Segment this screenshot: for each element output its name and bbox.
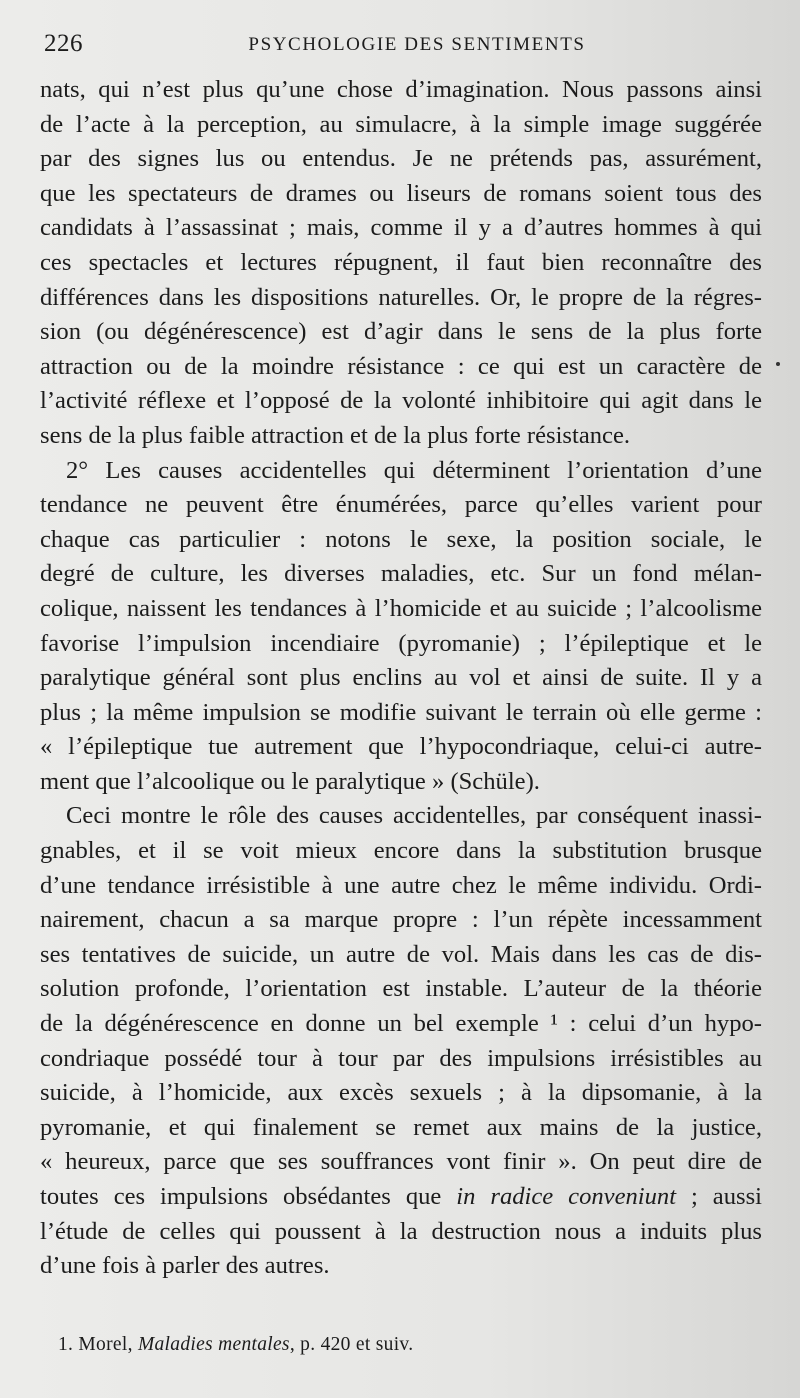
text-line: Ceci montre le rôle des causes accidentelles, par conséquent inassi-	[66, 802, 762, 830]
footnote-rest: , p. 420 et suiv.	[289, 1334, 414, 1355]
footnote-author: Morel,	[78, 1334, 133, 1355]
text-line: « l’épileptique tue autrement que l’hypocondriaque, celui-ci autre-	[40, 733, 762, 761]
text-line: ment que l’alcoolique ou le paralytique » (Schüle).	[40, 767, 540, 795]
text-line: ses tentatives de suicide, un autre de vol. Mais dans les cas de dis-	[40, 940, 762, 968]
text-line: l’activité réflexe et l’opposé de la volonté inhibitoire qui agit dans le	[40, 387, 762, 415]
text-line	[40, 1180, 762, 1215]
print-speck	[776, 362, 780, 366]
body-text	[40, 73, 762, 1284]
text-line: pyromanie, et qui finalement se remet aux mains de la justice,	[40, 1113, 762, 1141]
paragraph-2	[40, 454, 762, 800]
text-line: de l’acte à la perception, au simulacre, à la simple image suggérée	[40, 110, 762, 138]
paragraph-3	[40, 799, 762, 1283]
text-line: « heureux, parce que ses souffrances vont finir ». On peut dire de	[40, 1148, 762, 1176]
page-number: 226	[44, 30, 83, 57]
text-line: colique, naissent les tendances à l’homicide et au suicide ; l’alcoolisme	[40, 594, 762, 622]
text-line: paralytique général sont plus enclins au vol et ainsi de suite. Il y a	[40, 664, 762, 692]
text-line: candidats à l’assassinat ; mais, comme il y a d’autres hommes à qui	[40, 214, 762, 242]
italic-phrase: in radice conveniunt	[456, 1183, 677, 1210]
text-line: sens de la plus faible attraction et de la plus forte résistance.	[40, 421, 631, 449]
text-line: favorise l’impulsion incendiaire (pyromanie) ; l’épileptique et le	[40, 629, 762, 657]
text-line: d’une tendance irrésistible à une autre chez le même individu. Ordi-	[40, 871, 762, 899]
text-line: plus ; la même impulsion se modifie suivant le terrain où elle germe :	[40, 698, 762, 726]
text-line: chaque cas particulier : notons le sexe, la position sociale, le	[40, 525, 762, 553]
text-line: condriaque possédé tour à tour par des impulsions irrésistibles au	[40, 1044, 762, 1072]
text-line: solution profonde, l’orientation est instable. L’auteur de la théorie	[40, 975, 762, 1003]
footnote	[58, 1334, 413, 1356]
text-line: gnables, et il se voit mieux encore dans la substitution brusque	[40, 837, 762, 865]
page-header	[44, 30, 760, 70]
text-line: 2° Les causes accidentelles qui déterminent l’orientation d’une	[66, 456, 762, 484]
footnote-marker: 1.	[58, 1334, 74, 1355]
text-line: d’une fois à parler des autres.	[40, 1252, 330, 1280]
text-line: attraction ou de la moindre résistance : ce qui est un caractère de	[40, 352, 762, 380]
text-line: degré de culture, les diverses maladies, etc. Sur un fond mélan-	[40, 560, 762, 588]
text-line: que les spectateurs de drames ou liseurs de romans soient tous des	[40, 179, 762, 207]
text-line: l’étude de celles qui poussent à la destruction nous a induits plus	[40, 1217, 762, 1245]
footnote-title: Maladies mentales	[137, 1334, 290, 1355]
text-line: nats, qui n’est plus qu’une chose d’imagination. Nous passons ainsi	[40, 76, 762, 103]
text-line: suicide, à l’homicide, aux excès sexuels ; à la dipsomanie, à la	[40, 1079, 762, 1107]
text-line: par des signes lus ou entendus. Je ne prétends pas, assurément,	[40, 145, 762, 173]
running-head: PSYCHOLOGIE DES SENTIMENTS	[248, 34, 586, 55]
paragraph-1	[40, 73, 762, 454]
text-line: nairement, chacun a sa marque propre : l’un répète incessamment	[40, 906, 762, 934]
text-line: différences dans les dispositions naturelles. Or, le propre de la régres-	[40, 283, 762, 311]
text-fragment: toutes ces impulsions obsédantes que	[40, 1183, 457, 1210]
text-line: ces spectacles et lectures répugnent, il faut bien reconnaître des	[40, 248, 762, 276]
text-line: de la dégénérescence en donne un bel exemple ¹ : celui d’un hypo-	[40, 1010, 762, 1038]
text-fragment: ; aussi	[676, 1183, 762, 1210]
text-line: tendance ne peuvent être énumérées, parce qu’elles varient pour	[40, 491, 762, 519]
text-line: sion (ou dégénérescence) est d’agir dans le sens de la plus forte	[40, 318, 762, 346]
